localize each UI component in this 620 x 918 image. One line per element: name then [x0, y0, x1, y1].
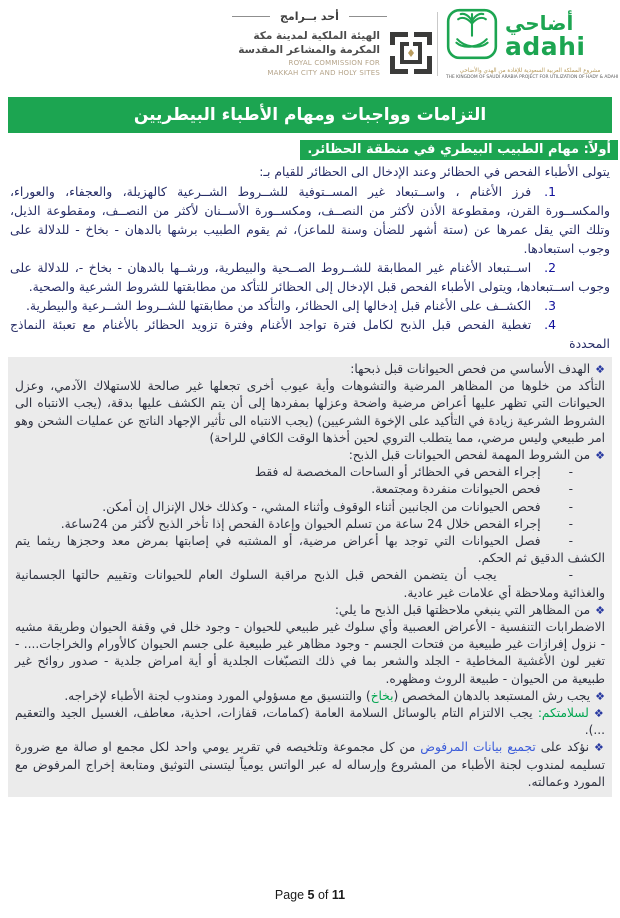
tasks-list: [10, 182, 610, 353]
adahi-logo-row: [446, 8, 614, 64]
task-number: 2.: [544, 260, 556, 275]
signs-paragraph: الاضطرابات التنفسية - الأعراض العصبية وأي سلوك غير طبيعي للحيوان - وجود خلل في وقفة الحيوان وطريقة مشيه - نزول إفرازات غير طبيعية من فتحات الجسم - وجود مظاهر غير طبيعية على جسم الحيوان كالأورام والخراجات.... - تغير لون الأغشية المخاطية - الجلد والشعر بما في ذلك التصبّغات الجلدية أو أية امراض جلدية - صدور روائح غير طبيعية من الحيوان - طبيعة الروث ومظهره.: [15, 620, 605, 686]
notes-box: [8, 357, 612, 797]
program-label-row: [232, 10, 434, 23]
condition-text: إجراء الفحص في الحظائر أو الساحات المخصصة له فقط: [254, 465, 541, 480]
diamond-bullet-icon: ❖: [593, 707, 605, 721]
page-header: [0, 0, 620, 92]
spray-note-highlight: بخاخ: [370, 688, 394, 703]
task-number: 3.: [544, 298, 556, 313]
condition-item-5: [15, 533, 605, 567]
task-text: فرز الأغنام ، واســتبعاد غير المســتوفية للشــروط الشــرعية كالهزيلة، والعجفاء، والعوراء، والمكســورة القرن، ومقطوعة الأذن لأكثر من النصــف، ومكســورة الأســنان لأكثر من النصــف، ومقطوعة الذيل، وتلك التي يقل عمرها عن (ستة أشهر للضأن وسنة للماعز)، ثم يقوم الطبيب برشها بالدهان - بخاخ - للدلالة على وجوب استبعادها.: [10, 184, 610, 256]
adahi-tagline-arabic: مشروع المملكة العربية السعودية للإفادة من الهدي والأضاحي: [459, 68, 601, 74]
condition-item-6: [15, 567, 605, 601]
task-item-1: [10, 182, 610, 258]
of-label: of: [317, 888, 329, 902]
task-number: 1.: [544, 184, 556, 199]
adahi-logo-block: [446, 8, 619, 80]
dash-bullet: -: [568, 516, 573, 531]
spray-note-post: ) والتنسيق مع مسؤولي المورد ومندوب لجنة الأطباء لإخراجه.: [64, 688, 371, 703]
spray-note: [15, 688, 605, 705]
spray-note-pre: يجب رش المستبعد بالدهان المخصص (: [393, 688, 591, 703]
adahi-palm-swords-icon: [446, 8, 498, 64]
diamond-bullet-icon: ❖: [594, 741, 605, 755]
safety-note-highlight: لسلامتكم:: [537, 706, 589, 721]
task-item-3: [10, 296, 610, 315]
signs-heading-text: من المظاهر التي ينبغي ملاحظتها قبل الذبح ما يلي:: [334, 602, 591, 617]
page-footer: [0, 888, 620, 902]
commission-en-line1: ROYAL COMMISSION FOR: [288, 59, 380, 68]
adahi-name-english: adahi: [505, 32, 586, 61]
header-divider: [437, 12, 438, 76]
condition-item-2: [15, 481, 605, 498]
adahi-wordmark: [505, 13, 586, 59]
goal-paragraph: التأكد من خلوها من المظاهر المرضية والتشوهات وأية عيوب أخرى تجعلها غير صالحة للاستهلاك الآدمي، وعزل الحيوانات التي تظهر عليها أعراض مرضية واضحة وعزلها بمفردها إلى أن يتم الكشف عليها بدقة، (يجب الانتباه الى الشروط الشرعية زيادة في التأكيد على الإخوة الشرعيين) (يجب الانتباه الى تأثير الإجهاد الناتج عن عمليات الشحن وهو امر طبيعي وليس مرضي، مما يتطلب التروي لحين أخذها الوقت الكافي للراحة): [15, 379, 605, 445]
data-note-highlight: تجميع بيانات المرفوض: [420, 740, 536, 755]
data-note-pre: نؤكد على: [535, 740, 590, 755]
condition-text: فحص الحيوانات من الجانبين أثناء الوقوف وأثناء المشي، - وكذلك خلال الإنزال إن أمكن.: [102, 499, 541, 514]
dash-bullet: -: [568, 568, 573, 583]
program-label: أحد بــرامج: [280, 10, 339, 23]
diamond-bullet-icon: ❖: [595, 449, 605, 463]
condition-text: يجب أن يتضمن الفحص قبل الذبح مراقبة السلوك العام للحيوانات وتقييم حالتها الجسمانية والغذائية وملاحظة أي علامات غير عادية.: [15, 568, 605, 600]
commission-name-arabic: الهيئة الملكية لمدينة مكة المكرمة والمشاعر المقدسة: [238, 30, 380, 56]
commission-en-line2: MAKKAH CITY AND HOLY SITES: [267, 68, 380, 77]
royal-commission-block: [232, 10, 434, 80]
adahi-name-arabic: أضاحي: [505, 11, 574, 35]
section-heading: أولاً: مهام الطبيب البيطري في منطقة الحظائر.: [300, 140, 618, 160]
kufic-seal-icon: [388, 30, 434, 80]
dash-bullet: -: [568, 534, 573, 549]
diamond-bullet-icon: ❖: [595, 603, 605, 617]
condition-text: فصل الحيوانات التي توجد بها أعراض مرضية، أو المشتبه في إصابتها بمرض معد وحجزها ريثما يتم الكشف الدقيق ثم الحكم.: [15, 534, 605, 566]
goal-heading-text: الهدف الأساسي من فحص الحيوانات قبل ذبحها:: [350, 362, 591, 376]
adahi-tagline-english: THE KINGDOM OF SAUDI ARABIA PROJECT FOR UTILIZATION OF HADY & ADAHI: [446, 75, 619, 80]
commission-row: [232, 30, 434, 80]
condition-text: فحص الحيوانات منفردة ومجتمعة.: [371, 482, 541, 497]
condition-item-3: [15, 499, 605, 516]
decorative-line: [232, 16, 270, 17]
dash-bullet: -: [568, 499, 573, 514]
condition-item-1: [15, 464, 605, 481]
data-note-post: من كل مجموعة وتلخيصه في تقرير يومي واحد لكل مجمع او صالة مع ضرورة تسليمه لمندوب لجنة الأطباء من المشروع وإرساله له عبر الواتس يومياً ليتسنى التوثيق ومتابعة إخراج المرفوض مع المورد وعمالته.: [15, 740, 605, 789]
task-text: الكشــف على الأغنام قبل إدخالها إلى الحظائر، والتأكد من مطابقتها للشــروط الشــرعية والبيطرية.: [25, 298, 532, 313]
safety-note-text: يجب الالتزام التام بالوسائل السلامة العامة (كمامات، قفازات، احذية، معاطف، الغسيل الجيد والتعقيم ...).: [15, 706, 605, 738]
section-heading-row: [10, 138, 618, 160]
decorative-line: [349, 16, 387, 17]
page-number: 5: [307, 888, 315, 902]
commission-name-english: [230, 59, 380, 78]
dash-bullet: -: [568, 482, 573, 497]
diamond-bullet-icon: ❖: [595, 363, 605, 376]
section-intro: يتولى الأطباء الفحص في الحظائر وعند الإدخال الى الحظائر للقيام بـ:: [259, 164, 610, 179]
task-number: 4.: [544, 317, 556, 332]
condition-item-4: [15, 516, 605, 533]
condition-text: إجراء الفحص خلال 24 ساعة من تسلم الحيوان وإعادة الفحص إذا تأخر الذبح لأكثر من 24ساعة.: [60, 516, 541, 531]
document-title-bar: التزامات وواجبات ومهام الأطباء البيطريين: [8, 97, 612, 133]
conditions-heading: [15, 447, 605, 464]
goal-heading: [15, 361, 605, 378]
page-label: Page: [274, 888, 305, 902]
task-text: تغطية الفحص قبل الذبح لكامل فترة تواجد الأغنام وفترة تزويد الحظائر بالأغنام مع تعبئة النماذج المحددة: [10, 317, 610, 351]
task-text: اســتبعاد الأغنام غير المطابقة للشــروط الصــحية والبيطرية، ورشــها بالدهان - بخاخ -، للدلالة على وجوب اســتبعادها، ويتولى الأطباء الفحص قبل الإدخال إلى الحظائر للتأكد من مطابقتها للشروط الشرعية والصحية.: [10, 260, 610, 294]
safety-note: [15, 705, 605, 739]
total-pages: 11: [331, 888, 346, 902]
data-collection-note: [15, 739, 605, 791]
conditions-heading-text: من الشروط المهمة لفحص الحيوانات قبل الذبح:: [348, 448, 591, 463]
diamond-bullet-icon: ❖: [595, 689, 605, 703]
signs-heading: [15, 602, 605, 619]
commission-texts: [230, 30, 380, 78]
task-item-2: [10, 258, 610, 296]
dash-bullet: -: [568, 465, 573, 480]
task-item-4: [10, 315, 610, 353]
